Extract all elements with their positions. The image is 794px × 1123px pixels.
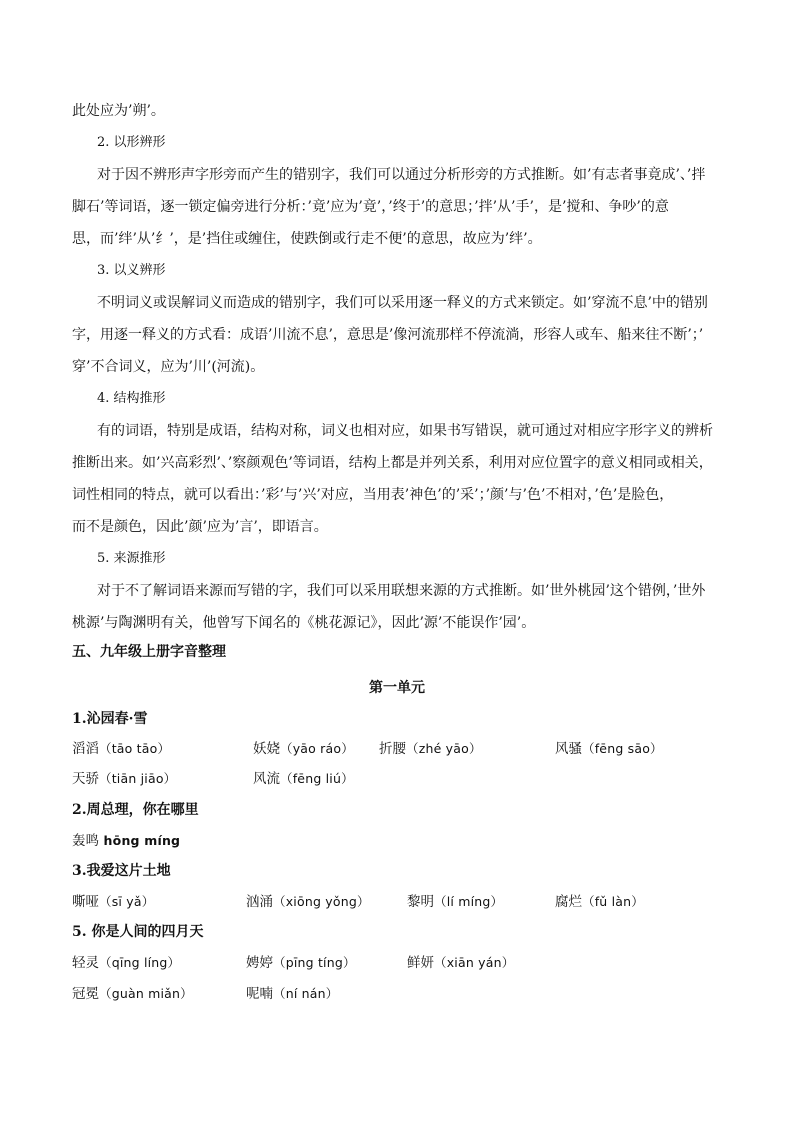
vocab-entry — [555, 887, 644, 917]
paragraph-line: 字，用逐一释义的方式看：成语’川流不息’，意思是’像河流那样不停流淌，形容人或车、船来往不断’；’ — [72, 327, 704, 343]
vocab-pinyin: （zhé yāo） — [406, 741, 482, 756]
vocab-word: 呢喃 — [246, 986, 273, 1002]
vocab-entry — [407, 948, 514, 978]
vocab-pinyin: （guàn miǎn） — [99, 986, 193, 1001]
vocab-word: 娉婷 — [246, 955, 273, 971]
vocab-entry — [253, 734, 354, 764]
vocab-pinyin: （tiān jiāo） — [99, 771, 177, 786]
vocab-word: 风骚 — [555, 741, 582, 757]
lesson-title: 2.周总理，你在哪里 — [72, 802, 199, 818]
vocab-entry — [72, 948, 180, 978]
subheading-shape-distinguish: 2. 以形辨形 — [97, 135, 166, 150]
subheading-structure-infer: 4. 结构推形 — [97, 391, 166, 406]
vocab-word: 轻灵 — [72, 955, 99, 971]
vocab-entry — [246, 979, 338, 1009]
vocab-word: 滔滔 — [72, 741, 99, 757]
vocab-entry — [72, 734, 170, 764]
vocab-pinyin: （pīng tíng） — [273, 955, 356, 970]
vocab-word: 汹涌 — [246, 894, 273, 910]
subheading-meaning-distinguish: 3. 以义辨形 — [97, 263, 166, 278]
paragraph-line: 而不是颜色，因此’颜’应为’言’，即语言。 — [72, 519, 328, 535]
vocab-entry — [72, 979, 193, 1009]
vocab-pinyin: （qīng líng） — [99, 955, 181, 970]
vocab-pinyin: （xiōng yǒng） — [273, 894, 370, 909]
vocab-word: 折腰 — [379, 741, 406, 757]
paragraph-line: 推断出来。如’兴高彩烈’、’察颜观色’等词语，结构上都是并列关系，利用对应位置字的意义相同或相关， — [72, 455, 713, 471]
vocab-pinyin: （fēng sāo） — [582, 741, 663, 756]
vocab-entry — [253, 764, 354, 794]
vocab-word: 腐烂 — [555, 894, 582, 910]
vocab-pinyin: （lí míng） — [434, 894, 504, 909]
paragraph-line: 脚石’等词语，逐一锁定偏旁进行分析：’竟’应为’竟’，’终于’的意思；’拌’从’手’，是’搅和、争吵’的意 — [72, 199, 669, 215]
paragraph-line: 不明词义或误解词义而造成的错别字，我们可以采用逐一释义的方式来锁定。如’穿流不息’中的错别 — [97, 295, 708, 311]
paragraph-line: 思，而’绊’从’纟’，是’挡住或缠住，使跌倒或行走不便’的意思，故应为’绊’。 — [72, 231, 542, 247]
vocab-entry — [407, 887, 503, 917]
vocab-word: 轰鸣 — [72, 833, 99, 849]
vocab-word: 黎明 — [407, 894, 434, 910]
vocab-word: 鲜妍 — [407, 955, 434, 971]
vocab-entry — [555, 734, 663, 764]
vocab-entry — [72, 887, 154, 917]
paragraph-line: 桃源’与陶渊明有关，他曾写下闻名的《桃花源记》，因此’源’不能误作’园’。 — [72, 615, 536, 631]
lesson-title: 1.沁园春·雪 — [72, 711, 148, 727]
vocab-pinyin: （yāo ráo） — [280, 741, 354, 756]
unit-title: 第一单元 — [369, 680, 425, 696]
paragraph-line: 穿’不合词义，应为’川’(河流)。 — [72, 359, 265, 375]
paragraph-line: 词性相同的特点，就可以看出：’彩’与’兴’对应，当用表’神色’的’采’；’颜’与’色’不相对，’色’是脸色， — [72, 487, 674, 503]
lesson-title: 5. 你是人间的四月天 — [72, 924, 204, 940]
vocab-pinyin: （fēng liú） — [280, 771, 354, 786]
vocab-entry — [246, 948, 356, 978]
vocab-word: 妖娆 — [253, 741, 280, 757]
subheading-source-infer: 5. 来源推形 — [97, 551, 166, 566]
vocab-word: 天骄 — [72, 771, 99, 787]
vocab-entry — [72, 826, 180, 856]
vocab-entry — [72, 764, 176, 794]
vocab-word: 冠冕 — [72, 986, 99, 1002]
paragraph-line: 对于不了解词语来源而写错的字，我们可以采用联想来源的方式推断。如’世外桃园’这个错例，’世外 — [97, 583, 706, 599]
paragraph-line: 对于因不辨形声字形旁而产生的错别字，我们可以通过分析形旁的方式推断。如’有志者事竟成’、’拌 — [97, 167, 706, 183]
paragraph-line: 此处应为’朔’。 — [72, 103, 165, 119]
vocab-pinyin: （tāo tāo） — [99, 741, 171, 756]
vocab-entry — [246, 887, 370, 917]
vocab-pinyin: （fǔ làn） — [582, 894, 644, 909]
vocab-pinyin: （ní nán） — [273, 986, 339, 1001]
vocab-word: 风流 — [253, 771, 280, 787]
section-heading: 五、九年级上册字音整理 — [72, 644, 226, 660]
vocab-pinyin: （sī yǎ） — [99, 894, 155, 909]
vocab-pinyin: （xiān yán） — [434, 955, 515, 970]
lesson-title: 3.我爱这片土地 — [72, 863, 171, 879]
vocab-entry — [379, 734, 482, 764]
paragraph-line: 有的词语，特别是成语，结构对称，词义也相对应，如果书写错误，就可通过对相应字形字义的辨析 — [97, 423, 713, 439]
vocab-pinyin: hōng míng — [99, 833, 181, 848]
vocab-word: 嘶哑 — [72, 894, 99, 910]
